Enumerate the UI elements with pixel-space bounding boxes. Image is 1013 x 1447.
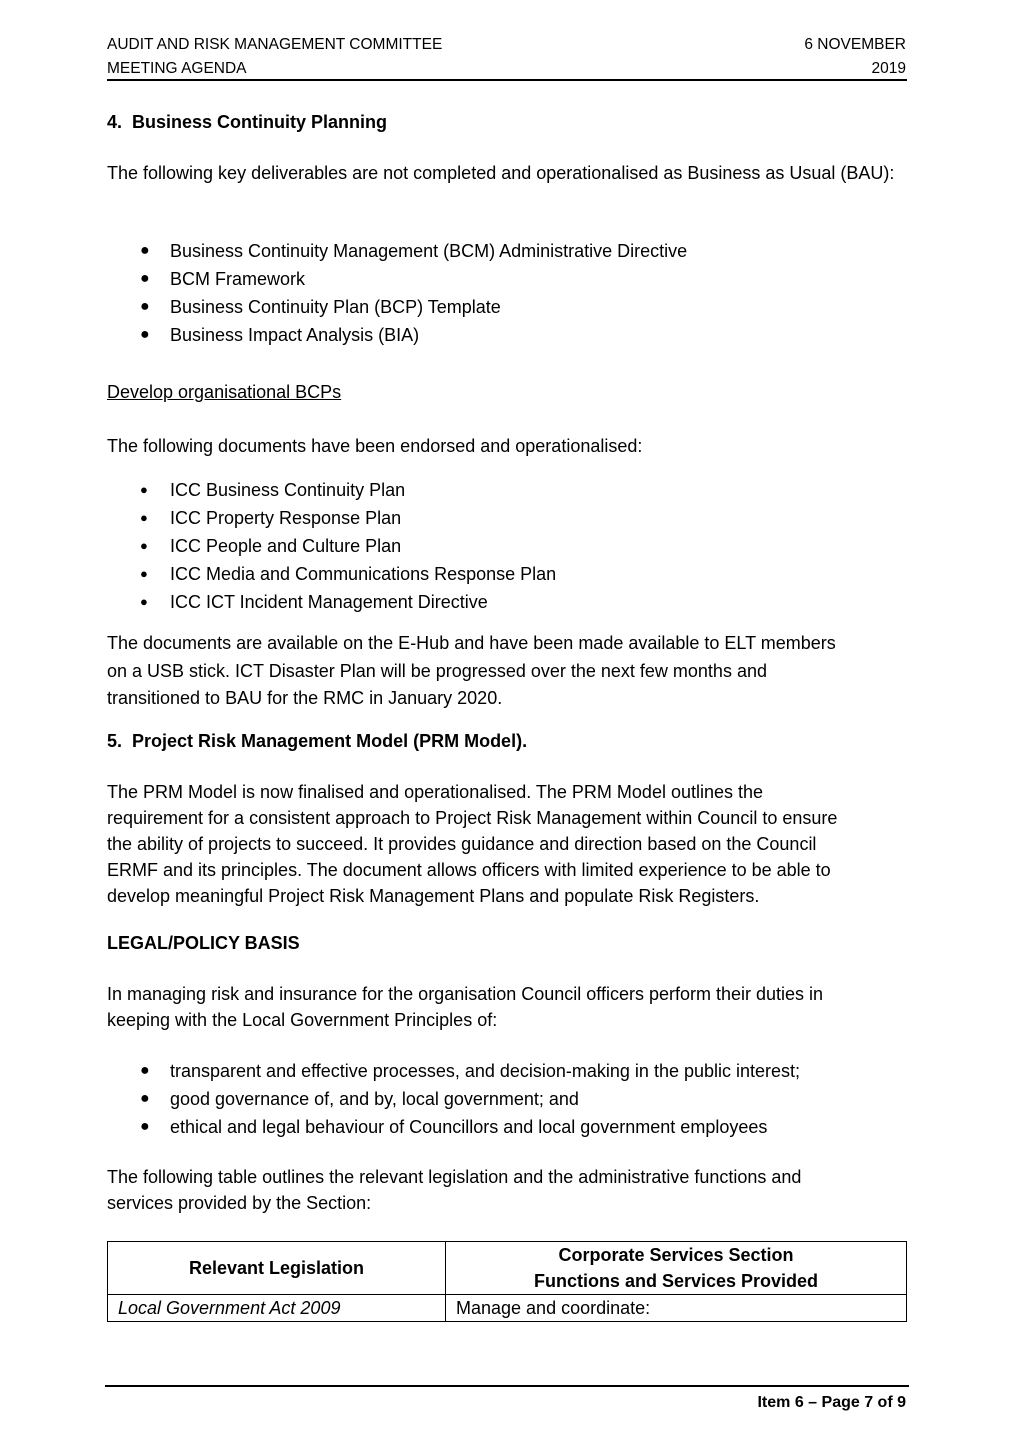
- list-item: ● good governance of, and by, local government; and: [107, 1085, 800, 1113]
- functions-cell: Manage and coordinate:: [446, 1295, 907, 1322]
- meeting-date: 6 NOVEMBER: [804, 36, 906, 53]
- list-item: ● ICC ICT Incident Management Directive: [107, 588, 556, 616]
- page-number: Item 6 – Page 7 of 9: [757, 1394, 906, 1411]
- list-item: ● ICC Business Continuity Plan: [107, 476, 556, 504]
- table-row: [108, 1295, 907, 1322]
- bullet-icon: ●: [140, 270, 150, 287]
- bullet-icon: ●: [140, 482, 148, 497]
- section-4-intro: The following key deliverables are not completed and operationalised as Business as Usual (BAU):: [107, 163, 895, 183]
- documents-availability-paragraph: The documents are available on the E-Hub and have been made available to ELT members on a USB stick. ICT Disaster Plan will be progressed over the next few months and transitioned to BAU for the RMC in January 2020.: [107, 633, 836, 708]
- footer-divider: [105, 1385, 909, 1387]
- list-item: ● Business Continuity Management (BCM) Administrative Directive: [107, 237, 687, 265]
- bullet-icon: ●: [140, 326, 150, 343]
- header-left: [107, 33, 442, 81]
- agenda-label: MEETING AGENDA: [107, 60, 247, 77]
- legal-policy-heading: LEGAL/POLICY BASIS: [107, 933, 300, 953]
- bullet-icon: ●: [140, 594, 148, 609]
- bcp-subheading: Develop organisational BCPs: [107, 382, 342, 402]
- legal-intro-paragraph: In managing risk and insurance for the organisation Council officers perform their duties in keeping with the Local Government Principles of:: [107, 984, 824, 1030]
- list-item: ● Business Impact Analysis (BIA): [107, 321, 687, 349]
- principles-list: [107, 1057, 800, 1141]
- table-header-row: [108, 1242, 907, 1295]
- list-item: ● BCM Framework: [107, 265, 687, 293]
- endorsed-intro: The following documents have been endorsed and operationalised:: [107, 436, 643, 456]
- bullet-icon: ●: [140, 510, 148, 525]
- list-item: ● ICC Property Response Plan: [107, 504, 556, 532]
- list-item: ● ICC People and Culture Plan: [107, 532, 556, 560]
- list-item: ● transparent and effective processes, and decision-making in the public interest;: [107, 1057, 800, 1085]
- bullet-icon: ●: [140, 298, 150, 315]
- bullet-icon: ●: [140, 538, 148, 553]
- committee-title: AUDIT AND RISK MANAGEMENT COMMITTEE: [107, 36, 443, 53]
- section-5-heading: 5. Project Risk Management Model (PRM Model).: [107, 731, 528, 751]
- legislation-cell: Local Government Act 2009: [108, 1295, 446, 1322]
- header-divider: [107, 79, 907, 81]
- legislation-table: [107, 1241, 907, 1322]
- table-intro-paragraph: The following table outlines the relevant legislation and the administrative functions and services provided by the Section:: [107, 1167, 802, 1213]
- prm-model-paragraph: The PRM Model is now finalised and operationalised. The PRM Model outlines the requirement for a consistent approach to Project Risk Management within Council to ensure the ability of projects to succeed. It provides guidance and direction based on the Council ERMF and its principles. The document allows officers with limited experience to be able to develop meaningful Project Risk Management Plans and populate Risk Registers.: [107, 782, 838, 906]
- list-item: ● ethical and legal behaviour of Councillors and local government employees: [107, 1113, 800, 1141]
- list-item: ● Business Continuity Plan (BCP) Template: [107, 293, 687, 321]
- meeting-year: 2019: [871, 60, 906, 77]
- header-right: [804, 33, 906, 81]
- section-4-heading: 4. Business Continuity Planning: [107, 112, 388, 132]
- bullet-icon: ●: [140, 566, 148, 581]
- bullet-icon: ●: [140, 1118, 150, 1135]
- list-item: ● ICC Media and Communications Response Plan: [107, 560, 556, 588]
- endorsed-documents-list: [107, 476, 556, 616]
- column-header-legislation: Relevant Legislation: [108, 1242, 446, 1295]
- bullet-icon: ●: [140, 1062, 150, 1079]
- bullet-icon: ●: [140, 1090, 150, 1107]
- bullet-icon: ●: [140, 242, 150, 259]
- column-header-functions: Corporate Services Section Functions and Services Provided: [446, 1242, 907, 1295]
- deliverables-list: [107, 237, 687, 349]
